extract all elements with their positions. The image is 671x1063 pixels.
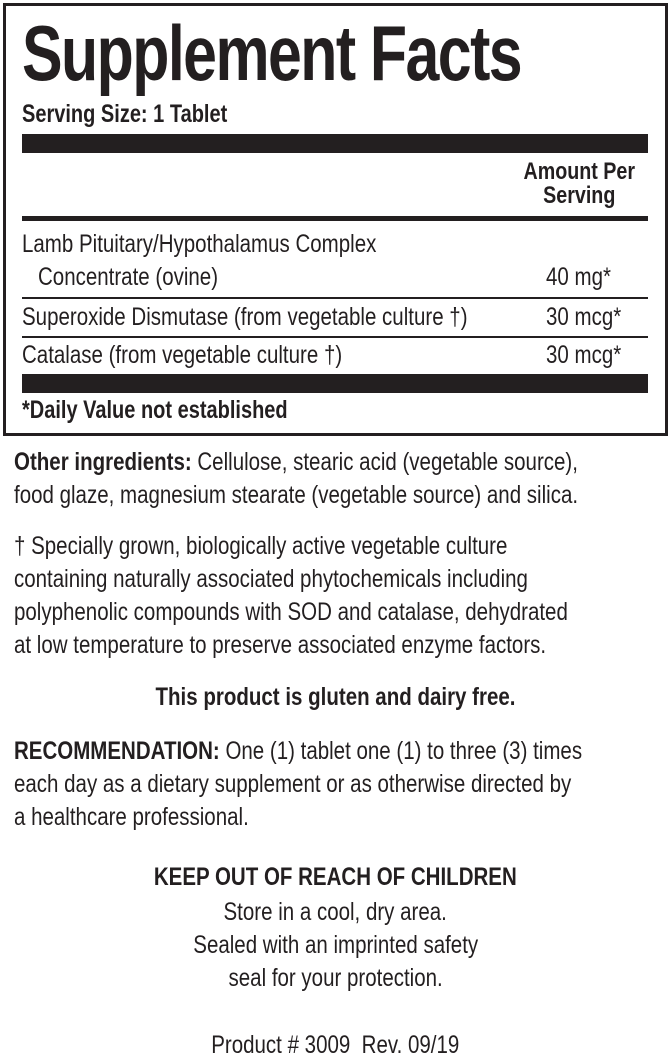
culture-note-line: polyphenolic compounds with SOD and catalase, dehydrated [14, 598, 568, 626]
ingredient-amount: 40 mg* [546, 263, 611, 291]
culture-note-line: at low temperature to preserve associated enzyme factors. [14, 631, 547, 659]
warning-heading [0, 861, 671, 894]
row-divider [22, 297, 648, 299]
recommendation [14, 735, 582, 768]
recommendation-cont: a healthcare professional. [14, 803, 249, 831]
culture-note-line: † Specially grown, biologically active vegetable culture [14, 532, 508, 560]
storage-text: Store in a cool, dry area. [223, 898, 448, 926]
ingredient-amount: 30 mcg* [546, 341, 622, 369]
daily-value-footnote: *Daily Value not established [22, 396, 288, 424]
seal-text: seal for your protection. [228, 964, 443, 992]
culture-note-line: containing naturally associated phytochemicals including [14, 565, 528, 593]
recommendation-cont: each day as a dietary supplement or as otherwise directed by [14, 770, 572, 798]
row-divider [22, 336, 648, 338]
allergen-statement [0, 681, 671, 714]
allergen-text: This product is gluten and dairy free. [155, 683, 516, 711]
header-line-1: Amount Per [523, 158, 635, 185]
ingredient-name: Lamb Pituitary/Hypothalamus Complex [22, 230, 377, 258]
amount-per-serving-header [523, 160, 635, 208]
seal-text: Sealed with an imprinted safety [193, 931, 478, 959]
recommendation-label: RECOMMENDATION: [14, 737, 220, 765]
header-line-2: Serving [543, 182, 616, 209]
seal-line [0, 962, 671, 995]
recommendation-text: One (1) tablet one (1) to three (3) times [219, 737, 583, 765]
product-number: Product # 3009 Rev. 09/19 [211, 1031, 460, 1059]
product-info [0, 1029, 671, 1062]
warning-heading-text: KEEP OUT OF REACH OF CHILDREN [154, 863, 517, 891]
panel-title: Supplement Facts [22, 9, 522, 97]
header-divider [22, 216, 648, 221]
storage-line [0, 896, 671, 929]
other-ingredients [14, 446, 578, 479]
thick-divider-top [22, 134, 648, 153]
ingredient-amount: 30 mcg* [546, 303, 622, 331]
ingredient-name-cont: Concentrate (ovine) [38, 263, 219, 291]
other-ingredients-text: Cellulose, stearic acid (vegetable source), [191, 448, 578, 476]
other-ingredients-label: Other ingredients: [14, 448, 192, 476]
other-ingredients-cont: food glaze, magnesium stearate (vegetable source) and silica. [14, 481, 579, 509]
serving-size: Serving Size: 1 Tablet [22, 100, 228, 128]
seal-line [0, 929, 671, 962]
ingredient-name: Superoxide Dismutase (from vegetable culture †) [22, 303, 468, 331]
thick-divider-bottom [22, 374, 648, 393]
ingredient-name: Catalase (from vegetable culture †) [22, 341, 343, 369]
